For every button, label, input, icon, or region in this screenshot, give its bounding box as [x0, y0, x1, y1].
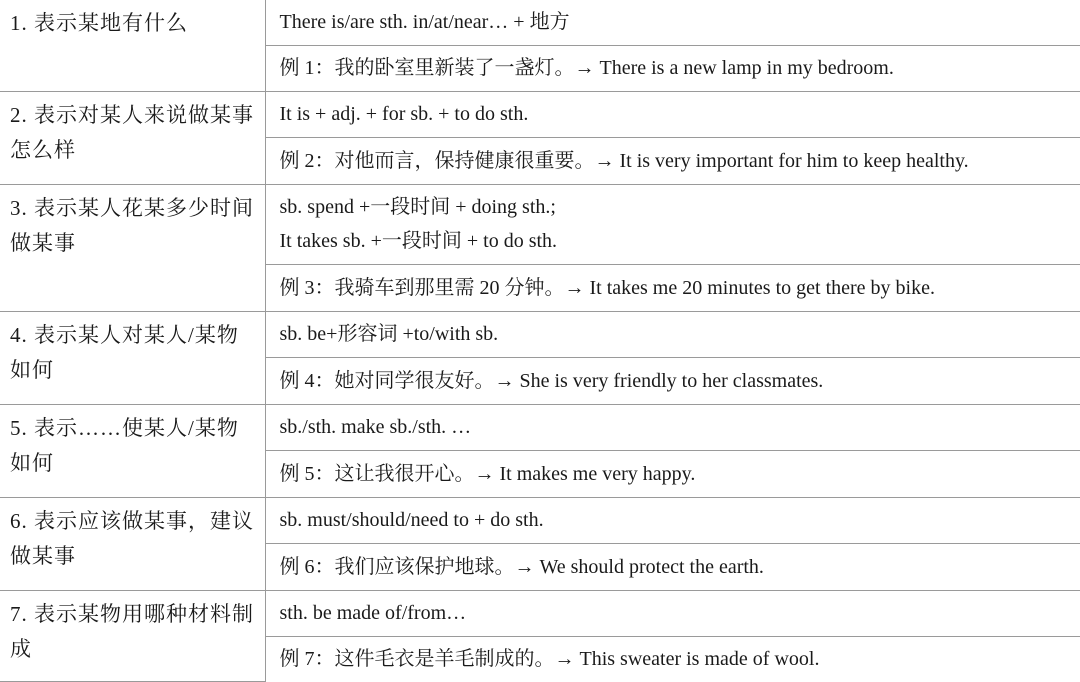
usage-label: 5. 表示……使某人/某物如何	[0, 404, 265, 497]
example-cell: 例 5：这让我很开心。→ It makes me very happy.	[265, 450, 1080, 497]
example-cell: 例 7：这件毛衣是羊毛制成的。→ This sweater is made of wool.	[265, 636, 1080, 681]
pattern-line: sb./sth. make sb./sth. …	[279, 416, 472, 439]
table-row-pattern	[0, 184, 1080, 264]
table-row-pattern	[0, 404, 1080, 450]
pattern-cell	[265, 497, 1080, 543]
usage-label: 3. 表示某人花某多少时间做某事	[0, 184, 265, 311]
pattern-line: There is/are sth. in/at/near… + 地方	[279, 11, 570, 34]
table-row-pattern	[0, 311, 1080, 357]
usage-label: 6. 表示应该做某事，建议做某事	[0, 497, 265, 590]
table-row-pattern	[0, 91, 1080, 137]
usage-label: 4. 表示某人对某人/某物如何	[0, 311, 265, 404]
pattern-cell	[265, 91, 1080, 137]
table-row-pattern	[0, 497, 1080, 543]
table-row-pattern	[0, 0, 1080, 45]
example-cell: 例 1：我的卧室里新装了一盏灯。→ There is a new lamp in my bedroom.	[265, 45, 1080, 91]
table-row-pattern	[0, 590, 1080, 636]
pattern-line: sb. must/should/need to + do sth.	[279, 509, 544, 532]
example-cell: 例 3：我骑车到那里需 20 分钟。→ It takes me 20 minutes to get there by bike.	[265, 264, 1080, 311]
pattern-cell	[265, 404, 1080, 450]
pattern-line: It is + adj. + for sb. + to do sth.	[279, 103, 529, 126]
pattern-line: sb. be+形容词 +to/with sb.	[279, 323, 499, 346]
pattern-cell	[265, 311, 1080, 357]
pattern-cell	[265, 590, 1080, 636]
pattern-line: It takes sb. +一段时间 + to do sth.	[279, 230, 558, 253]
usage-label: 7. 表示某物用哪种材料制成	[0, 590, 265, 681]
pattern-cell	[265, 0, 1080, 45]
usage-label: 1. 表示某地有什么	[0, 0, 265, 91]
pattern-line: sb. spend +一段时间 + doing sth.;	[279, 196, 556, 219]
example-cell: 例 2：对他而言，保持健康很重要。→ It is very important for him to keep healthy.	[265, 137, 1080, 184]
example-cell: 例 6：我们应该保护地球。→ We should protect the earth.	[265, 543, 1080, 590]
pattern-cell	[265, 184, 1080, 264]
usage-label: 2. 表示对某人来说做某事怎么样	[0, 91, 265, 184]
example-cell: 例 4：她对同学很友好。→ She is very friendly to her classmates.	[265, 357, 1080, 404]
pattern-line: sth. be made of/from…	[279, 602, 467, 625]
